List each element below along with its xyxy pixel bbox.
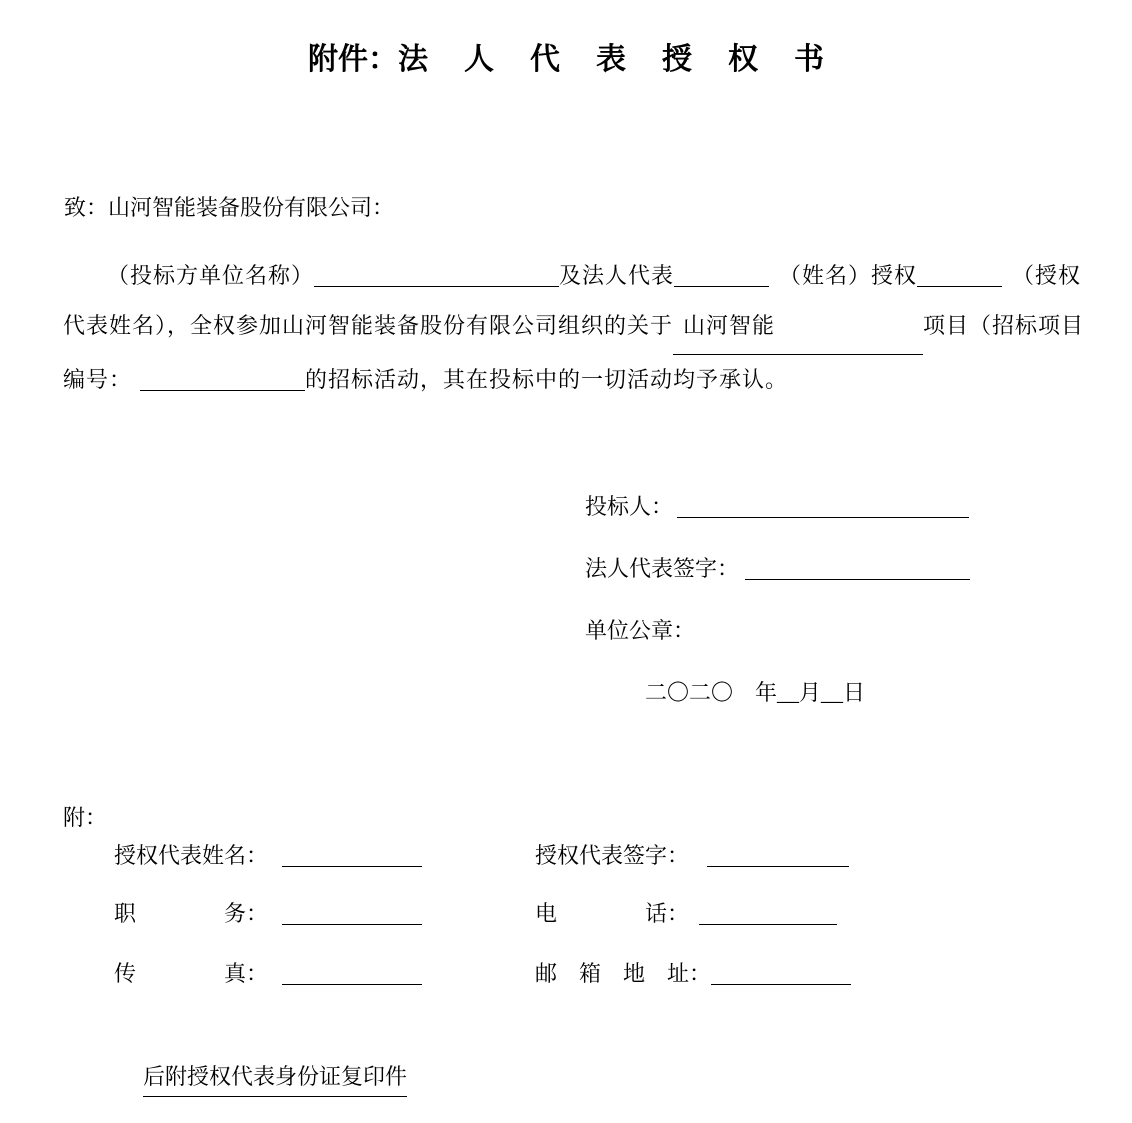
legal-rep-name-blank <box>674 264 769 287</box>
field-label: 邮 箱 地 址： <box>535 961 712 986</box>
closing-text: 的招标活动，其在投标中的一切活动均予承认。 <box>305 367 789 392</box>
bidder-unit-name-blank <box>314 264 559 287</box>
participation-text: 代表姓名），全权参加山河智能装备股份有限公司组织的关于 <box>63 313 674 338</box>
legal-rep-label: 及法人代表 <box>559 263 675 288</box>
field-email <box>535 959 851 989</box>
attachment-heading: 附： <box>63 805 108 830</box>
date-line: 二〇二〇 年__月__日 <box>645 680 866 705</box>
bidder-unit-name-label: （投标方单位名称） <box>107 263 315 288</box>
authorized-rep-blank <box>917 264 1002 287</box>
attachment-row <box>0 899 1132 929</box>
project-number-blank <box>140 368 305 391</box>
attachment-row <box>0 959 1132 989</box>
field-blank <box>282 902 422 925</box>
field-label: 授权代表姓名： <box>114 843 269 868</box>
footer-note-text: 后附授权代表身份证复印件 <box>143 1062 407 1097</box>
salutation-line: 致：山河智能装备股份有限公司： <box>64 195 395 220</box>
field-blank <box>282 962 422 985</box>
field-label: 授权代表签字： <box>535 843 690 868</box>
legal-rep-signature-row <box>585 554 970 584</box>
name-authorize-label: （姓名）授权 <box>779 263 918 288</box>
bidder-label: 投标人： <box>585 494 674 519</box>
project-number-label: 编号： <box>63 367 133 392</box>
field-blank <box>707 844 849 867</box>
project-label: 项目（招标项目 <box>923 313 1085 338</box>
body-paragraph <box>63 251 1085 405</box>
field-rep-sign <box>535 841 849 871</box>
bidder-signature-blank <box>677 495 969 518</box>
field-label: 电 话： <box>535 901 690 926</box>
company-seal-label: 单位公章： <box>585 618 696 643</box>
legal-rep-sign-label: 法人代表签字： <box>585 556 740 581</box>
field-blank <box>711 962 851 985</box>
company-seal-row <box>585 616 695 646</box>
field-blank <box>282 844 422 867</box>
authorize-paren-label: （授权 <box>1012 263 1082 288</box>
field-rep-name <box>114 841 422 871</box>
field-label: 职 务： <box>114 901 269 926</box>
field-blank <box>699 902 837 925</box>
page-title <box>0 34 1132 78</box>
legal-rep-signature-blank <box>745 557 970 580</box>
field-fax <box>114 959 422 989</box>
field-phone <box>535 899 837 929</box>
paragraph-line-3 <box>63 355 1073 405</box>
attachment-row <box>0 841 1132 871</box>
footer-note <box>143 1062 407 1097</box>
project-name-blank: 山河智能 <box>673 301 923 355</box>
bidder-signature-row <box>585 492 969 522</box>
page-title-main: 法人代表授权书 <box>398 43 860 76</box>
paragraph-line-1 <box>63 251 1082 301</box>
field-position <box>114 899 422 929</box>
field-label: 传 真： <box>114 961 269 986</box>
page-title-prefix: 附件： <box>308 43 398 76</box>
paragraph-line-2 <box>63 301 1085 355</box>
